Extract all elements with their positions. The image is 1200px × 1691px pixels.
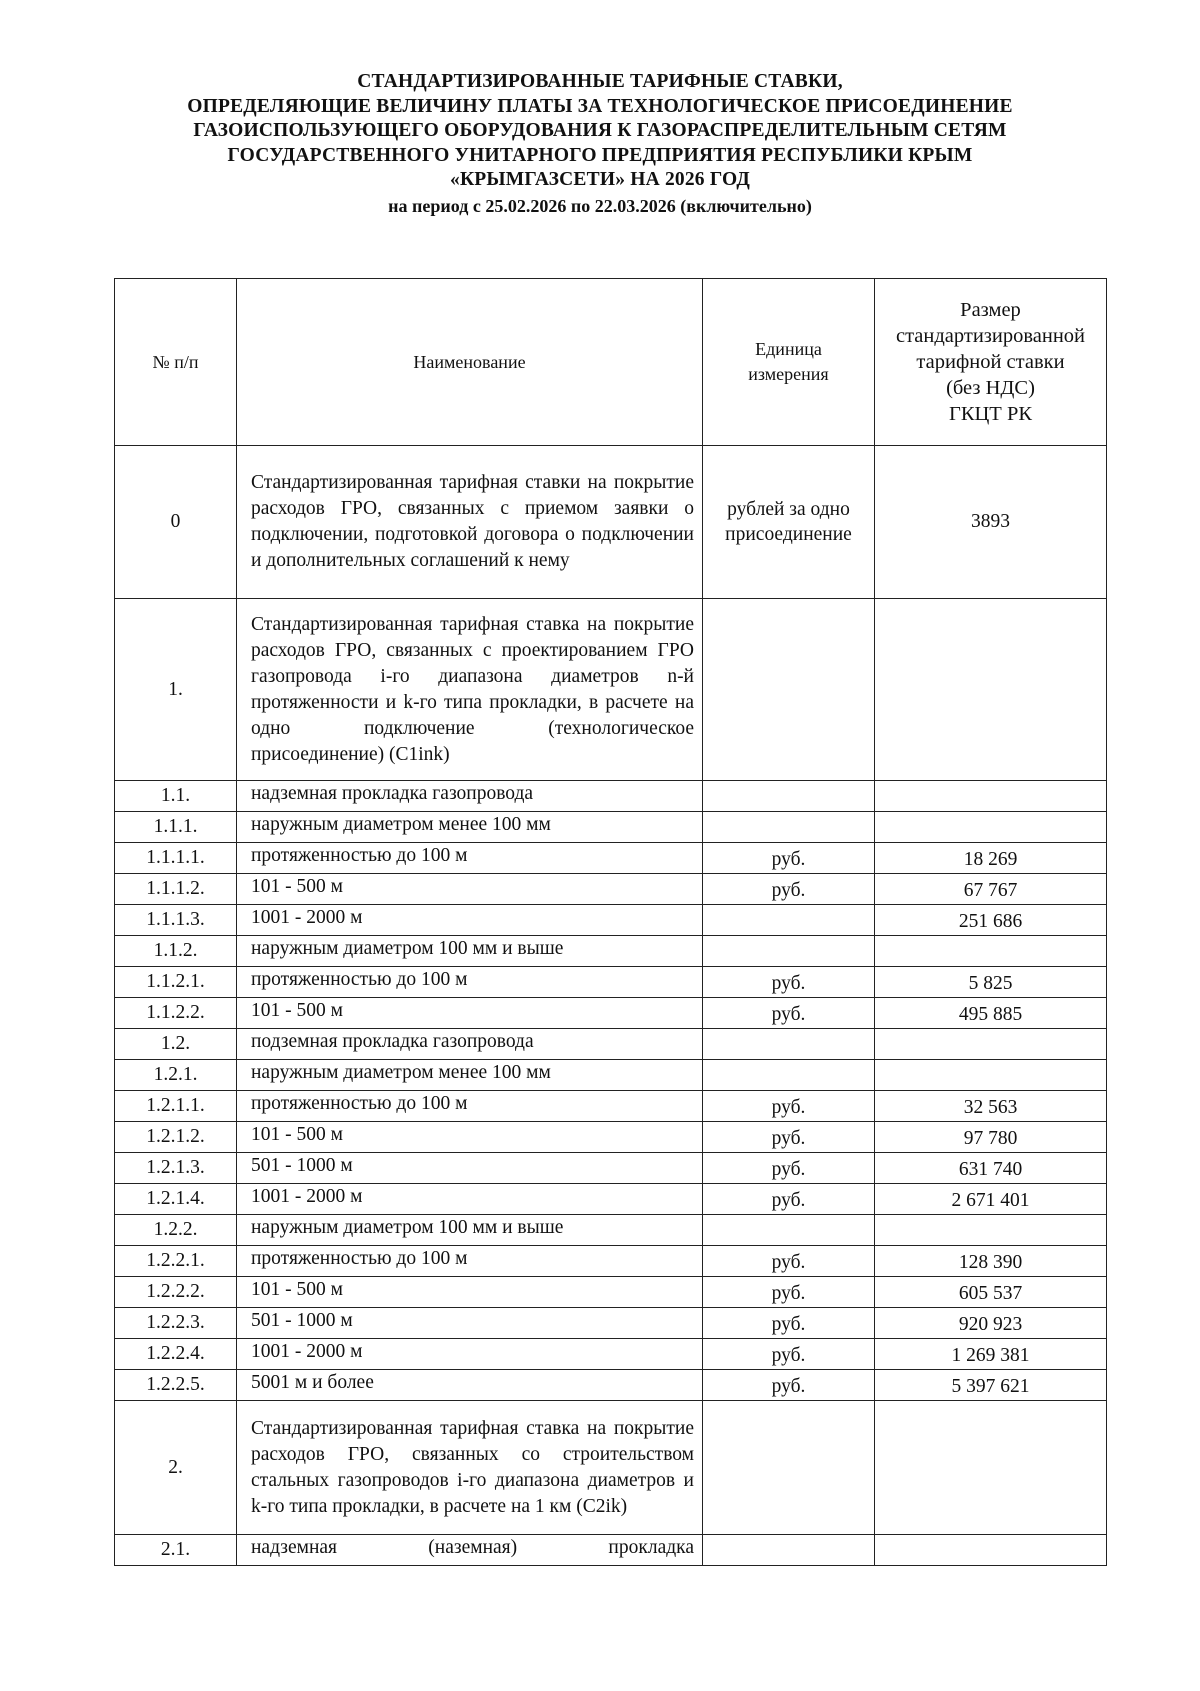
title-line: ГАЗОИСПОЛЬЗУЮЩЕГО ОБОРУДОВАНИЯ К ГАЗОРАСПРЕДЕЛИТЕЛЬНЫМ СЕТЯМ xyxy=(193,120,1007,141)
row-value xyxy=(875,1535,1107,1566)
row-name: надземная прокладка газопровода xyxy=(237,781,703,812)
row-value: 5 825 xyxy=(875,967,1107,998)
row-name: наружным диаметром 100 мм и выше xyxy=(237,1215,703,1246)
row-unit: руб. xyxy=(703,1246,875,1277)
row-unit: руб. xyxy=(703,1153,875,1184)
table-header-row xyxy=(115,279,1107,446)
row-unit xyxy=(703,1060,875,1091)
row-number: 1.1.1. xyxy=(115,812,237,843)
row-number: 1.2.2.2. xyxy=(115,1277,237,1308)
table-row xyxy=(115,1339,1107,1370)
column-header-size-line: ГКЦТ РК xyxy=(948,403,1033,425)
row-value xyxy=(875,1401,1107,1535)
row-unit xyxy=(703,599,875,781)
row-name: наружным диаметром менее 100 мм xyxy=(237,812,703,843)
column-header-num: № п/п xyxy=(115,279,237,446)
row-number: 1.2.2.5. xyxy=(115,1370,237,1401)
row-name: 1001 - 2000 м xyxy=(237,905,703,936)
row-name: Стандартизированная тарифная ставка на покрытие расходов ГРО, связанных со строительством стальных газопроводов i-го диапазона диаметров и k-го типа прокладки, в расчете на 1 км (C2ik) xyxy=(237,1401,703,1535)
table-row xyxy=(115,1060,1107,1091)
table-row xyxy=(115,1535,1107,1566)
row-unit: руб. xyxy=(703,874,875,905)
row-unit xyxy=(703,1535,875,1566)
row-unit xyxy=(703,1029,875,1060)
row-name: Стандартизированная тарифная ставка на покрытие расходов ГРО, связанных с проектированием ГРО газопровода i-го диапазона диаметров n-й протяженности и k-го типа прокладки, в расчете на одно подключение (технологическое присоединение) (C1ink) xyxy=(237,599,703,781)
row-value xyxy=(875,812,1107,843)
row-unit: руб. xyxy=(703,1277,875,1308)
table-row xyxy=(115,1153,1107,1184)
table-row xyxy=(115,1184,1107,1215)
title-line: ГОСУДАРСТВЕННОГО УНИТАРНОГО ПРЕДПРИЯТИЯ РЕСПУБЛИКИ КРЫМ xyxy=(227,144,973,166)
row-number: 1.1.2. xyxy=(115,936,237,967)
table-row xyxy=(115,843,1107,874)
row-number: 1. xyxy=(115,599,237,781)
row-unit: руб. xyxy=(703,843,875,874)
row-number: 1.2.1. xyxy=(115,1060,237,1091)
row-number: 1.1.1.3. xyxy=(115,905,237,936)
row-unit xyxy=(703,1215,875,1246)
row-name: 501 - 1000 м xyxy=(237,1308,703,1339)
column-header-size-line: (без НДС) xyxy=(946,377,1035,399)
title-line: ОПРЕДЕЛЯЮЩИЕ ВЕЛИЧИНУ ПЛАТЫ ЗА ТЕХНОЛОГИЧЕСКОЕ ПРИСОЕДИНЕНИЕ xyxy=(187,95,1013,117)
row-number: 1.2.1.4. xyxy=(115,1184,237,1215)
column-header-size-line: стандартизированной xyxy=(895,325,1086,347)
row-value xyxy=(875,781,1107,812)
row-number: 1.2.1.3. xyxy=(115,1153,237,1184)
row-number: 2. xyxy=(115,1401,237,1535)
row-unit: руб. xyxy=(703,1370,875,1401)
row-number: 1.1.1.2. xyxy=(115,874,237,905)
period-line: на период с 25.02.2026 по 22.03.2026 (включительно) xyxy=(388,195,812,216)
row-number: 1.1.2.2. xyxy=(115,998,237,1029)
row-name: надземная (наземная) прокладка xyxy=(237,1535,703,1566)
row-name: 1001 - 2000 м xyxy=(237,1184,703,1215)
row-value: 32 563 xyxy=(875,1091,1107,1122)
row-value: 605 537 xyxy=(875,1277,1107,1308)
row-value xyxy=(875,1060,1107,1091)
row-number: 2.1. xyxy=(115,1535,237,1566)
row-value: 18 269 xyxy=(875,843,1107,874)
row-name: протяженностью до 100 м xyxy=(237,843,703,874)
table-row xyxy=(115,1277,1107,1308)
row-number: 1.2.2.1. xyxy=(115,1246,237,1277)
row-name: 1001 - 2000 м xyxy=(237,1339,703,1370)
table-row xyxy=(115,936,1107,967)
row-name: 101 - 500 м xyxy=(237,1277,703,1308)
row-number: 1.1.1.1. xyxy=(115,843,237,874)
table-row xyxy=(115,812,1107,843)
column-header-unit-text: Единица измерения xyxy=(748,339,829,384)
document-header xyxy=(100,70,1100,218)
row-value: 251 686 xyxy=(875,905,1107,936)
column-header-size-line: Размер xyxy=(960,299,1021,321)
row-name: 101 - 500 м xyxy=(237,998,703,1029)
row-unit: руб. xyxy=(703,967,875,998)
row-name: наружным диаметром 100 мм и выше xyxy=(237,936,703,967)
row-value xyxy=(875,1215,1107,1246)
row-unit: руб. xyxy=(703,998,875,1029)
table-row xyxy=(115,1091,1107,1122)
table-row xyxy=(115,1215,1107,1246)
row-unit: руб. xyxy=(703,1184,875,1215)
row-number: 1.2.1.1. xyxy=(115,1091,237,1122)
row-name: 501 - 1000 м xyxy=(237,1153,703,1184)
column-header-unit xyxy=(703,279,875,446)
row-value: 1 269 381 xyxy=(875,1339,1107,1370)
table-row xyxy=(115,998,1107,1029)
row-unit xyxy=(703,1401,875,1535)
row-value: 3893 xyxy=(875,446,1107,599)
table-row xyxy=(115,599,1107,781)
table-row xyxy=(115,1370,1107,1401)
row-number: 1.2. xyxy=(115,1029,237,1060)
row-number: 1.2.2.3. xyxy=(115,1308,237,1339)
row-name: протяженностью до 100 м xyxy=(237,1246,703,1277)
title-line: «КРЫМГАЗСЕТИ» НА 2026 ГОД xyxy=(450,169,750,190)
table-row xyxy=(115,781,1107,812)
row-name: 101 - 500 м xyxy=(237,874,703,905)
row-number: 1.2.2.4. xyxy=(115,1339,237,1370)
row-name: 5001 м и более xyxy=(237,1370,703,1401)
row-name: протяженностью до 100 м xyxy=(237,1091,703,1122)
table-row xyxy=(115,1029,1107,1060)
row-value: 97 780 xyxy=(875,1122,1107,1153)
row-value: 128 390 xyxy=(875,1246,1107,1277)
row-unit: руб. xyxy=(703,1091,875,1122)
row-unit xyxy=(703,781,875,812)
column-header-name: Наименование xyxy=(237,279,703,446)
column-header-size xyxy=(875,279,1107,446)
row-name: 101 - 500 м xyxy=(237,1122,703,1153)
row-number: 1.2.2. xyxy=(115,1215,237,1246)
row-unit xyxy=(703,936,875,967)
row-value xyxy=(875,599,1107,781)
row-unit xyxy=(703,446,875,599)
row-value: 67 767 xyxy=(875,874,1107,905)
row-number: 1.1.2.1. xyxy=(115,967,237,998)
row-number: 0 xyxy=(115,446,237,599)
row-number: 1.1. xyxy=(115,781,237,812)
row-unit: руб. xyxy=(703,1308,875,1339)
row-name: протяженностью до 100 м xyxy=(237,967,703,998)
row-name: Стандартизированная тарифная ставки на покрытие расходов ГРО, связанных с приемом заявки о подключении, подготовкой договора о подключении и дополнительных соглашений к нему xyxy=(237,446,703,599)
row-value: 2 671 401 xyxy=(875,1184,1107,1215)
table-row xyxy=(115,1401,1107,1535)
row-unit: руб. xyxy=(703,1339,875,1370)
table-row xyxy=(115,446,1107,599)
row-unit: руб. xyxy=(703,1122,875,1153)
table-row xyxy=(115,874,1107,905)
row-name: подземная прокладка газопровода xyxy=(237,1029,703,1060)
row-value xyxy=(875,936,1107,967)
row-value: 631 740 xyxy=(875,1153,1107,1184)
table-row xyxy=(115,1122,1107,1153)
row-number: 1.2.1.2. xyxy=(115,1122,237,1153)
row-unit xyxy=(703,905,875,936)
tariff-table xyxy=(114,278,1107,1566)
row-name: наружным диаметром менее 100 мм xyxy=(237,1060,703,1091)
row-value: 920 923 xyxy=(875,1308,1107,1339)
row-unit xyxy=(703,812,875,843)
table-row xyxy=(115,967,1107,998)
row-value: 495 885 xyxy=(875,998,1107,1029)
column-header-size-line: тарифной ставки xyxy=(916,351,1065,373)
row-value: 5 397 621 xyxy=(875,1370,1107,1401)
table-row xyxy=(115,1308,1107,1339)
row-unit-text: рублей за одно присоединение xyxy=(725,499,852,545)
title-line: СТАНДАРТИЗИРОВАННЫЕ ТАРИФНЫЕ СТАВКИ, xyxy=(357,71,843,92)
row-value xyxy=(875,1029,1107,1060)
table-row xyxy=(115,905,1107,936)
table-row xyxy=(115,1246,1107,1277)
